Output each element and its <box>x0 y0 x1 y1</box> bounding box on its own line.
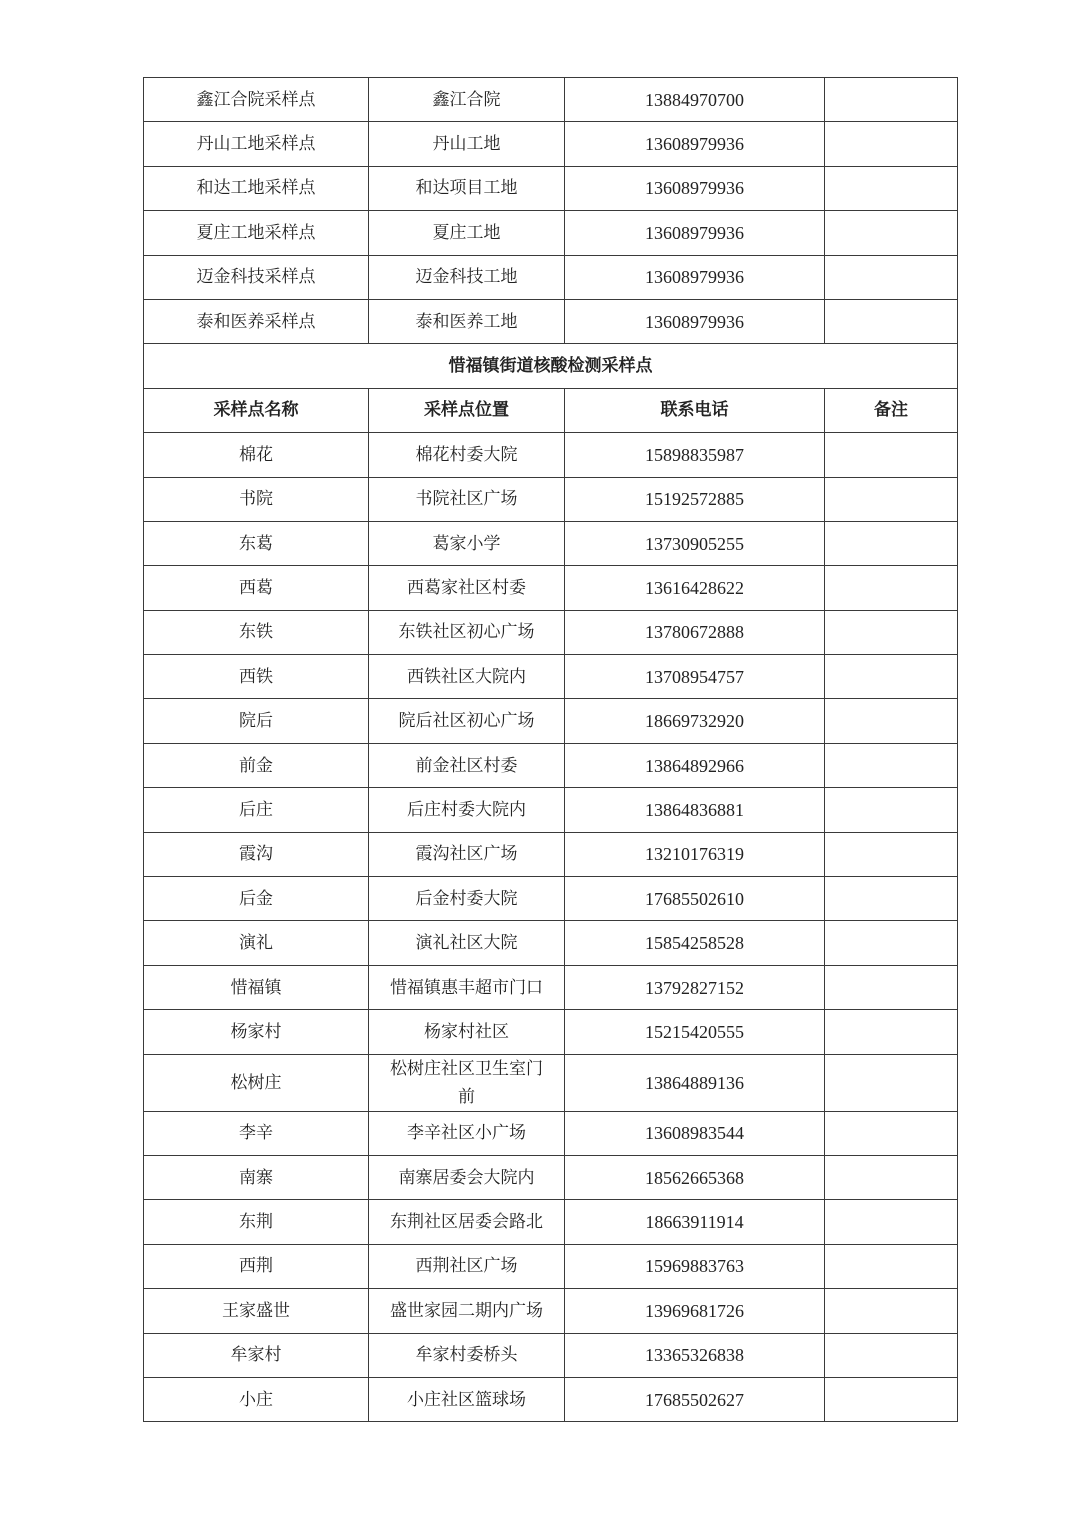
cell-phone: 13792827152 <box>565 965 825 1009</box>
cell-note <box>825 255 958 299</box>
header-name: 采样点名称 <box>144 388 369 432</box>
cell-note <box>825 166 958 210</box>
cell-site-name: 杨家村 <box>144 1010 369 1054</box>
cell-phone: 15854258528 <box>565 921 825 965</box>
cell-phone: 13210176319 <box>565 832 825 876</box>
cell-site-name: 院后 <box>144 699 369 743</box>
cell-phone: 13969681726 <box>565 1289 825 1333</box>
cell-site-location: 霞沟社区广场 <box>369 832 565 876</box>
cell-site-location: 前金社区村委 <box>369 743 565 787</box>
cell-phone: 13608979936 <box>565 122 825 166</box>
cell-site-location: 鑫江合院 <box>369 78 565 122</box>
cell-site-name: 霞沟 <box>144 832 369 876</box>
cell-site-location: 松树庄社区卫生室门前 <box>369 1054 565 1111</box>
cell-site-location: 西铁社区大院内 <box>369 655 565 699</box>
cell-note <box>825 610 958 654</box>
cell-site-name: 西葛 <box>144 566 369 610</box>
cell-note <box>825 433 958 477</box>
cell-note <box>825 788 958 832</box>
table-row <box>144 965 958 1009</box>
header-note: 备注 <box>825 388 958 432</box>
cell-note <box>825 211 958 255</box>
table-row <box>144 655 958 699</box>
cell-site-name: 西铁 <box>144 655 369 699</box>
table-row <box>144 1289 958 1333</box>
cell-site-name: 西荆 <box>144 1244 369 1288</box>
cell-site-location: 迈金科技工地 <box>369 255 565 299</box>
cell-note <box>825 743 958 787</box>
cell-note <box>825 655 958 699</box>
table-row <box>144 122 958 166</box>
table-row <box>144 255 958 299</box>
cell-phone: 13365326838 <box>565 1333 825 1377</box>
cell-note <box>825 78 958 122</box>
cell-site-location: 小庄社区篮球场 <box>369 1377 565 1421</box>
table-row <box>144 521 958 565</box>
cell-phone: 18562665368 <box>565 1155 825 1199</box>
cell-phone: 15215420555 <box>565 1010 825 1054</box>
cell-site-location: 和达项目工地 <box>369 166 565 210</box>
cell-phone: 15898835987 <box>565 433 825 477</box>
table-row <box>144 211 958 255</box>
cell-note <box>825 299 958 343</box>
cell-phone: 13608979936 <box>565 211 825 255</box>
cell-site-name: 泰和医养采样点 <box>144 299 369 343</box>
cell-note <box>825 1244 958 1288</box>
table-row <box>144 1010 958 1054</box>
cell-site-location: 牟家村委桥头 <box>369 1333 565 1377</box>
table-row <box>144 1155 958 1199</box>
cell-site-location: 东铁社区初心广场 <box>369 610 565 654</box>
cell-phone: 13780672888 <box>565 610 825 654</box>
table-row <box>144 78 958 122</box>
cell-site-name: 和达工地采样点 <box>144 166 369 210</box>
cell-site-name: 后金 <box>144 877 369 921</box>
cell-site-name: 松树庄 <box>144 1054 369 1111</box>
cell-site-location: 棉花村委大院 <box>369 433 565 477</box>
cell-phone: 13608979936 <box>565 166 825 210</box>
cell-site-name: 惜福镇 <box>144 965 369 1009</box>
cell-phone: 13730905255 <box>565 521 825 565</box>
cell-note <box>825 1010 958 1054</box>
cell-note <box>825 477 958 521</box>
cell-site-name: 东葛 <box>144 521 369 565</box>
cell-note <box>825 1111 958 1155</box>
cell-site-name: 小庄 <box>144 1377 369 1421</box>
header-row <box>144 388 958 432</box>
cell-site-name: 前金 <box>144 743 369 787</box>
cell-note <box>825 1200 958 1244</box>
cell-phone: 18669732920 <box>565 699 825 743</box>
table-row <box>144 1054 958 1111</box>
cell-phone: 17685502610 <box>565 877 825 921</box>
cell-site-location: 夏庄工地 <box>369 211 565 255</box>
cell-site-location: 后庄村委大院内 <box>369 788 565 832</box>
cell-note <box>825 1377 958 1421</box>
cell-site-location: 盛世家园二期内广场 <box>369 1289 565 1333</box>
top-table-body <box>144 78 958 344</box>
cell-note <box>825 122 958 166</box>
cell-phone: 13608979936 <box>565 255 825 299</box>
sampling-points-table <box>143 77 958 1422</box>
table-row <box>144 1333 958 1377</box>
cell-site-location: 演礼社区大院 <box>369 921 565 965</box>
cell-note <box>825 521 958 565</box>
table-row <box>144 743 958 787</box>
cell-site-name: 东铁 <box>144 610 369 654</box>
cell-site-name: 牟家村 <box>144 1333 369 1377</box>
cell-site-location: 院后社区初心广场 <box>369 699 565 743</box>
cell-phone: 13616428622 <box>565 566 825 610</box>
cell-site-name: 后庄 <box>144 788 369 832</box>
cell-site-name: 李辛 <box>144 1111 369 1155</box>
cell-site-name: 东荆 <box>144 1200 369 1244</box>
cell-site-location: 葛家小学 <box>369 521 565 565</box>
header-location: 采样点位置 <box>369 388 565 432</box>
table-row <box>144 788 958 832</box>
cell-site-location: 杨家村社区 <box>369 1010 565 1054</box>
table-row <box>144 877 958 921</box>
cell-site-location: 书院社区广场 <box>369 477 565 521</box>
cell-site-location: 李辛社区小广场 <box>369 1111 565 1155</box>
cell-note <box>825 877 958 921</box>
cell-phone: 13864836881 <box>565 788 825 832</box>
cell-site-name: 南寨 <box>144 1155 369 1199</box>
table-row <box>144 1377 958 1421</box>
cell-phone: 17685502627 <box>565 1377 825 1421</box>
section-title-row <box>144 344 958 388</box>
table-row <box>144 166 958 210</box>
cell-phone: 13884970700 <box>565 78 825 122</box>
cell-site-location: 南寨居委会大院内 <box>369 1155 565 1199</box>
header-phone: 联系电话 <box>565 388 825 432</box>
table-row <box>144 477 958 521</box>
cell-phone: 13608983544 <box>565 1111 825 1155</box>
table-row <box>144 921 958 965</box>
cell-site-location: 丹山工地 <box>369 122 565 166</box>
cell-site-location: 东荆社区居委会路北 <box>369 1200 565 1244</box>
cell-phone: 13864892966 <box>565 743 825 787</box>
cell-phone: 13608979936 <box>565 299 825 343</box>
table-row <box>144 433 958 477</box>
cell-note <box>825 1289 958 1333</box>
cell-note <box>825 965 958 1009</box>
cell-note <box>825 1333 958 1377</box>
cell-phone: 13708954757 <box>565 655 825 699</box>
cell-note <box>825 1155 958 1199</box>
cell-note <box>825 921 958 965</box>
cell-site-name: 演礼 <box>144 921 369 965</box>
cell-site-name: 夏庄工地采样点 <box>144 211 369 255</box>
cell-site-name: 迈金科技采样点 <box>144 255 369 299</box>
table-row <box>144 1200 958 1244</box>
cell-site-location: 西荆社区广场 <box>369 1244 565 1288</box>
cell-site-location: 后金村委大院 <box>369 877 565 921</box>
cell-note <box>825 566 958 610</box>
table-row <box>144 610 958 654</box>
cell-note <box>825 1054 958 1111</box>
cell-site-name: 棉花 <box>144 433 369 477</box>
main-table-body <box>144 433 958 1422</box>
cell-site-name: 王家盛世 <box>144 1289 369 1333</box>
section-table-body <box>144 344 958 433</box>
cell-phone: 15192572885 <box>565 477 825 521</box>
cell-phone: 13864889136 <box>565 1054 825 1111</box>
table-row <box>144 1111 958 1155</box>
cell-site-name: 鑫江合院采样点 <box>144 78 369 122</box>
table-row <box>144 1244 958 1288</box>
cell-site-location: 惜福镇惠丰超市门口 <box>369 965 565 1009</box>
cell-site-location: 泰和医养工地 <box>369 299 565 343</box>
table-row <box>144 299 958 343</box>
cell-phone: 18663911914 <box>565 1200 825 1244</box>
cell-note <box>825 832 958 876</box>
cell-note <box>825 699 958 743</box>
cell-site-location: 西葛家社区村委 <box>369 566 565 610</box>
section-title: 惜福镇街道核酸检测采样点 <box>144 344 958 388</box>
table-row <box>144 832 958 876</box>
cell-phone: 15969883763 <box>565 1244 825 1288</box>
cell-site-name: 书院 <box>144 477 369 521</box>
table-row <box>144 566 958 610</box>
table-row <box>144 699 958 743</box>
cell-site-name: 丹山工地采样点 <box>144 122 369 166</box>
